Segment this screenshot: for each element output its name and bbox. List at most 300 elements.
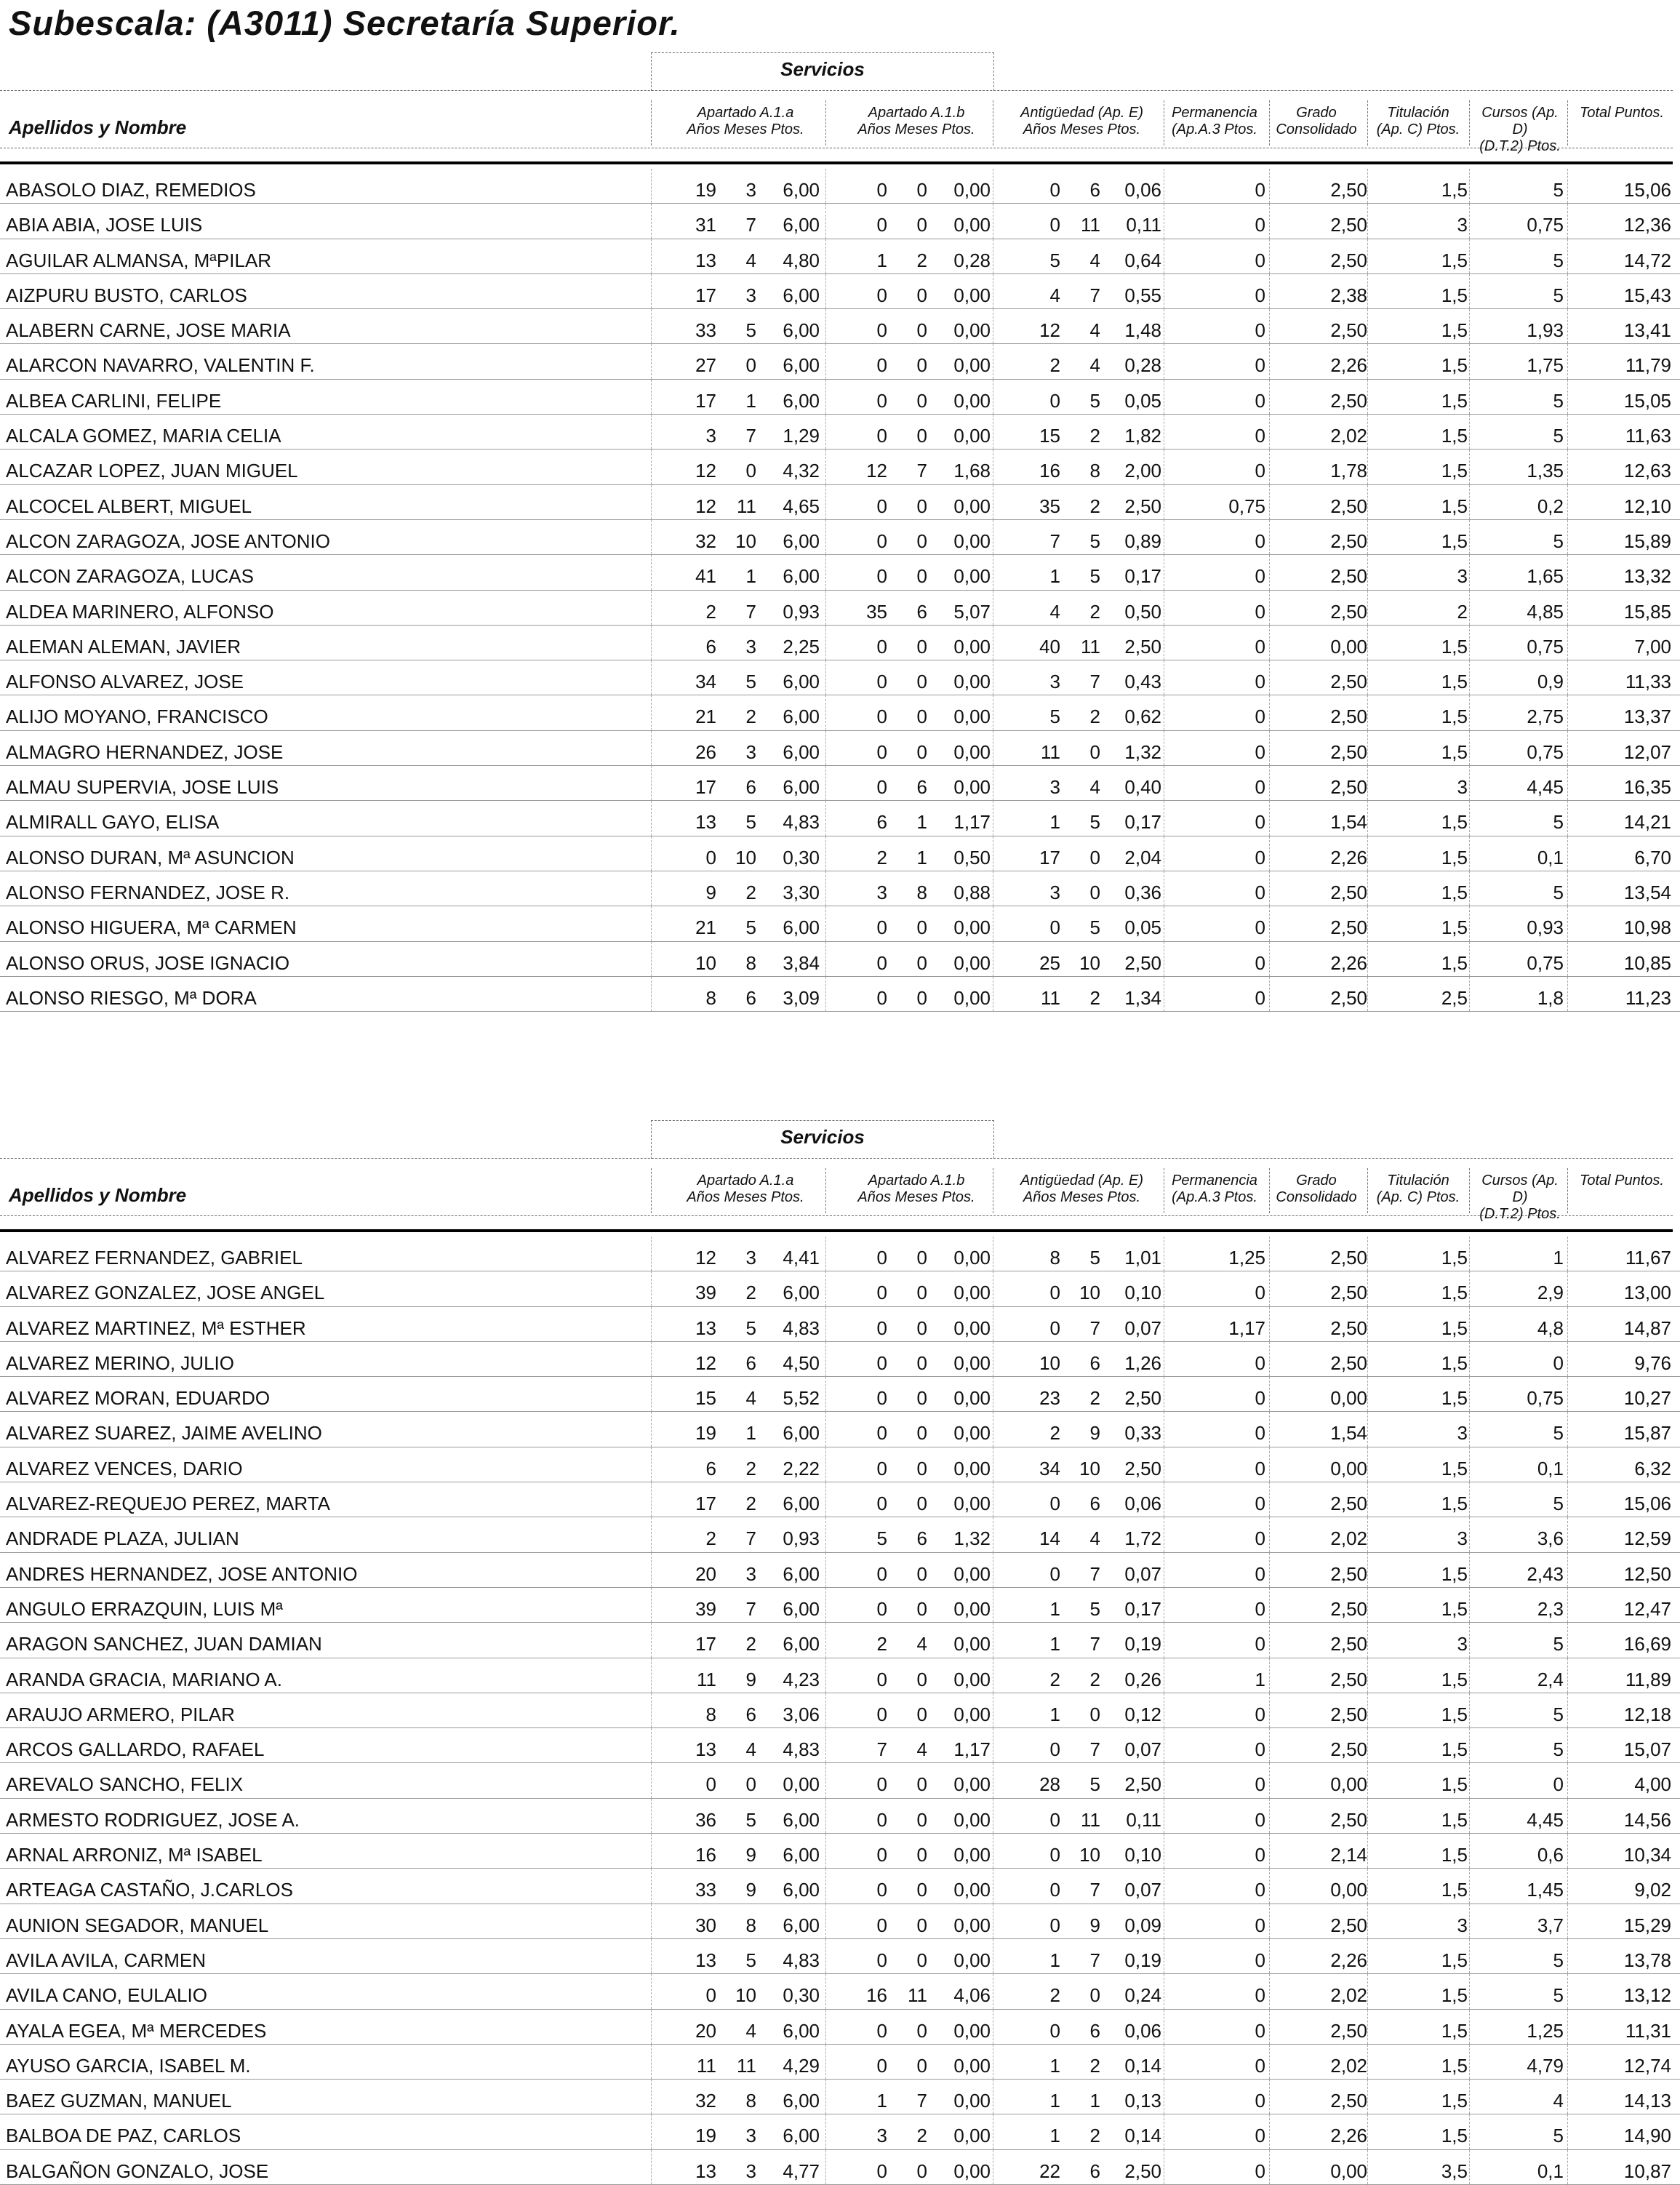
row-value: 0 (876, 1351, 887, 1374)
row-value: 0,00 (1330, 1879, 1367, 1901)
row-separator (1367, 1763, 1368, 1797)
row-value: 2,26 (1330, 1949, 1367, 1971)
row-value: 0 (1255, 1773, 1265, 1796)
header-apartado-a1b: Apartado A.1.b Años Meses Ptos. (857, 105, 975, 137)
header-servicios: Servicios (651, 52, 994, 91)
row-value: 0,14 (1124, 2125, 1161, 2147)
row-separator (1567, 626, 1568, 660)
row-value: 0,05 (1124, 389, 1161, 412)
row-value: 2,50 (1330, 1914, 1367, 1936)
row-separator (651, 1307, 652, 1341)
row-value: 6 (1089, 179, 1100, 201)
row-value: 11 (1041, 986, 1060, 1009)
row-separator (651, 1869, 652, 1903)
row-value: 15 (1039, 425, 1060, 447)
row-separator (1469, 1974, 1470, 2008)
row-separator (1469, 2080, 1470, 2114)
row-value: 6,00 (783, 1914, 820, 1936)
row-separator (1269, 1271, 1270, 1306)
row-separator (1469, 485, 1470, 519)
row-value: 4,32 (783, 460, 820, 482)
row-value: 2 (745, 706, 756, 728)
row-value: 0 (876, 565, 887, 588)
table-header (0, 52, 1680, 169)
row-value: 4,83 (783, 1738, 820, 1761)
row-value: 13,78 (1623, 1949, 1671, 1971)
row-value: 2 (1457, 600, 1468, 623)
row-value: 2,50 (1330, 1808, 1367, 1831)
table-row (0, 695, 1680, 730)
row-value: 0 (1255, 354, 1265, 377)
row-value: 2,50 (1330, 2019, 1367, 2042)
row-separator (1567, 1271, 1568, 1306)
row-separator (1567, 344, 1568, 378)
row-value: 5 (1553, 1422, 1564, 1445)
row-value: 0,17 (1124, 1597, 1161, 1620)
header-permanencia: Permanencia (Ap.A.3 Ptos. (1172, 105, 1257, 137)
row-value: 6,00 (783, 389, 820, 412)
row-value: 41 (695, 565, 716, 588)
row-separator (1567, 1517, 1568, 1551)
row-value: 0,00 (953, 1493, 991, 1515)
row-name: AVILA CANO, EULALIO (6, 1984, 207, 2007)
row-value: 0,75 (1527, 1387, 1564, 1410)
row-separator (1469, 239, 1470, 273)
row-separator (1367, 450, 1368, 484)
row-separator (1269, 1482, 1270, 1517)
row-value: 1,54 (1330, 1422, 1367, 1445)
row-value: 1,68 (953, 460, 991, 482)
row-separator (1367, 1869, 1368, 1903)
row-separator (825, 766, 826, 800)
row-value: 7 (1049, 530, 1060, 552)
row-value: 1 (1049, 811, 1060, 834)
row-name: ANGULO ERRAZQUIN, LUIS Mª (6, 1597, 283, 1620)
row-value: 1,5 (1441, 1562, 1468, 1585)
row-separator (825, 731, 826, 765)
row-separator (1269, 1447, 1270, 1482)
row-value: 9 (745, 1844, 756, 1866)
row-value: 0 (1255, 1493, 1265, 1515)
row-value: 16,35 (1623, 776, 1671, 799)
table-row (0, 1974, 1680, 2009)
table-row (0, 766, 1680, 801)
row-value: 0 (916, 565, 927, 588)
table-row (0, 1763, 1680, 1798)
row-separator (1367, 2150, 1368, 2184)
row-separator (1567, 1623, 1568, 1657)
row-value: 1,5 (1441, 740, 1468, 763)
row-value: 1,45 (1527, 1879, 1564, 1901)
row-value: 1,29 (783, 425, 820, 447)
row-value: 33 (695, 1879, 716, 1901)
row-value: 5 (1553, 425, 1564, 447)
row-value: 0,55 (1124, 284, 1161, 306)
row-separator (1269, 2010, 1270, 2044)
row-separator (825, 1553, 826, 1587)
row-value: 1,5 (1441, 1879, 1468, 1901)
row-value: 1,5 (1441, 2019, 1468, 2042)
row-value: 2 (1089, 706, 1100, 728)
row-separator (825, 2114, 826, 2149)
row-value: 0 (1255, 846, 1265, 868)
row-value: 0,00 (953, 1879, 991, 1901)
row-value: 0 (1255, 1703, 1265, 1725)
row-separator (1567, 1869, 1568, 1903)
row-value: 0 (1089, 1984, 1100, 2007)
row-value: 0 (876, 740, 887, 763)
row-value: 0,00 (953, 495, 991, 517)
row-value: 4 (745, 2019, 756, 2042)
row-value: 19 (695, 2125, 716, 2147)
table-row (0, 239, 1680, 274)
row-value: 6 (1089, 1351, 1100, 1374)
header-separator (1367, 1168, 1368, 1213)
table-row (0, 1799, 1680, 1834)
row-separator (1469, 1939, 1470, 1973)
row-value: 15,29 (1623, 1914, 1671, 1936)
row-name: ALBEA CARLINI, FELIPE (6, 389, 222, 412)
row-value: 0,11 (1126, 1808, 1161, 1831)
row-separator (651, 1939, 652, 1973)
row-value: 39 (695, 1282, 716, 1304)
table-row (0, 274, 1680, 309)
row-separator (1469, 1588, 1470, 1622)
row-value: 0,24 (1124, 1984, 1161, 2007)
row-value: 11 (697, 2054, 716, 2077)
row-value: 0 (1089, 1703, 1100, 1725)
row-value: 0 (1255, 1562, 1265, 1585)
row-value: 1,5 (1441, 495, 1468, 517)
row-separator (651, 871, 652, 906)
row-separator (1367, 801, 1368, 835)
row-value: 10 (1079, 1282, 1100, 1304)
row-separator (1269, 1799, 1270, 1833)
row-value: 0 (1255, 1984, 1265, 2007)
row-separator (1469, 1553, 1470, 1587)
row-value: 5 (1553, 179, 1564, 201)
row-value: 0 (1049, 1493, 1060, 1515)
row-value: 14,87 (1623, 1317, 1671, 1339)
row-value: 34 (695, 671, 716, 693)
row-separator (1269, 2080, 1270, 2114)
row-separator (825, 2010, 826, 2044)
row-separator (1367, 766, 1368, 800)
row-separator (1469, 1728, 1470, 1762)
row-value: 0,1 (1537, 2160, 1564, 2182)
row-value: 0,00 (953, 1844, 991, 1866)
row-name: ARAUJO ARMERO, PILAR (6, 1703, 235, 1725)
row-name: AYUSO GARCIA, ISABEL M. (6, 2054, 251, 2077)
row-separator (825, 2080, 826, 2114)
row-value: 30 (695, 1914, 716, 1936)
row-value: 4 (1553, 2090, 1564, 2112)
row-value: 1,5 (1441, 249, 1468, 271)
row-value: 2,26 (1330, 846, 1367, 868)
row-value: 14,21 (1623, 811, 1671, 834)
row-value: 1 (1049, 2054, 1060, 2077)
table-row (0, 836, 1680, 871)
row-value: 1,5 (1441, 2054, 1468, 2077)
row-value: 0,00 (953, 1422, 991, 1445)
row-value: 0,00 (953, 284, 991, 306)
row-name: ALEMAN ALEMAN, JAVIER (6, 635, 241, 658)
row-separator (1367, 2114, 1368, 2149)
row-value: 4,85 (1527, 600, 1564, 623)
row-value: 4 (1089, 319, 1100, 342)
row-value: 1 (745, 565, 756, 588)
row-separator (651, 380, 652, 414)
row-value: 2 (876, 1633, 887, 1655)
row-value: 2,00 (1124, 460, 1161, 482)
row-value: 2 (916, 2125, 927, 2147)
row-name: ALONSO ORUS, JOSE IGNACIO (6, 951, 290, 974)
row-value: 1,17 (953, 811, 991, 834)
row-value: 2,50 (1330, 740, 1367, 763)
header-separator (1567, 1168, 1568, 1213)
row-separator (651, 450, 652, 484)
row-separator (1469, 1763, 1470, 1797)
row-value: 4,50 (783, 1351, 820, 1374)
row-separator (651, 1482, 652, 1517)
row-value: 2 (916, 249, 927, 271)
row-value: 0 (1255, 2019, 1265, 2042)
row-separator (1469, 1482, 1470, 1517)
row-value: 0,00 (953, 776, 991, 799)
row-value: 2,50 (1330, 179, 1367, 201)
row-value: 3 (745, 2160, 756, 2182)
row-value: 0 (1255, 1738, 1265, 1761)
row-separator (1367, 2045, 1368, 2079)
row-value: 7 (745, 600, 756, 623)
row-value: 0,00 (953, 1562, 991, 1585)
row-value: 2,50 (1330, 881, 1367, 903)
row-value: 13,54 (1623, 881, 1671, 903)
row-value: 2,50 (1330, 671, 1367, 693)
row-value: 0,00 (953, 1457, 991, 1479)
row-value: 2,50 (1124, 1773, 1161, 1796)
row-value: 23 (1039, 1387, 1060, 1410)
row-value: 0,75 (1228, 495, 1265, 517)
row-value: 3 (1457, 1527, 1468, 1550)
row-separator (825, 1271, 826, 1306)
row-value: 13,00 (1623, 1282, 1671, 1304)
row-separator (1269, 695, 1270, 730)
row-value: 27 (695, 354, 716, 377)
row-value: 7 (745, 214, 756, 236)
row-value: 0 (916, 1703, 927, 1725)
row-value: 0,00 (953, 986, 991, 1009)
row-value: 16 (695, 1844, 716, 1866)
row-separator (1567, 380, 1568, 414)
row-separator (825, 660, 826, 695)
row-value: 28 (1039, 1773, 1060, 1796)
row-value: 1,25 (1228, 1247, 1265, 1269)
row-value: 0,75 (1527, 635, 1564, 658)
row-separator (1367, 204, 1368, 238)
row-separator (1567, 1588, 1568, 1622)
row-value: 0,00 (953, 1633, 991, 1655)
row-value: 2,26 (1330, 951, 1367, 974)
row-separator (1567, 660, 1568, 695)
row-value: 0 (916, 1879, 927, 1901)
row-value: 5 (1553, 881, 1564, 903)
row-value: 0 (876, 1914, 887, 1936)
row-value: 14,90 (1623, 2125, 1671, 2147)
row-value: 2,50 (1330, 1562, 1367, 1585)
row-separator (651, 555, 652, 589)
row-value: 1,5 (1441, 916, 1468, 939)
row-separator (651, 660, 652, 695)
row-value: 0,50 (953, 846, 991, 868)
row-separator (825, 1904, 826, 1938)
row-value: 0 (1255, 1879, 1265, 1901)
row-separator (651, 1447, 652, 1482)
row-separator (825, 1658, 826, 1693)
table-row (0, 485, 1680, 520)
row-value: 1 (745, 389, 756, 412)
row-value: 4 (1089, 354, 1100, 377)
row-value: 2,50 (1330, 1493, 1367, 1515)
row-value: 6,00 (783, 179, 820, 201)
row-separator (1269, 1728, 1270, 1762)
header-separator (651, 100, 652, 145)
header-grado: Grado Consolidado (1276, 1173, 1357, 1205)
row-value: 6,00 (783, 1844, 820, 1866)
row-value: 35 (866, 600, 887, 623)
row-value: 6,00 (783, 916, 820, 939)
row-value: 0 (876, 354, 887, 377)
row-value: 39 (695, 1597, 716, 1620)
row-separator (1367, 1834, 1368, 1868)
row-separator (1367, 1271, 1368, 1306)
row-value: 2,50 (1330, 389, 1367, 412)
row-value: 0 (1255, 2090, 1265, 2112)
row-value: 0,00 (953, 1282, 991, 1304)
row-separator (1567, 239, 1568, 273)
row-value: 4,83 (783, 811, 820, 834)
row-value: 6 (745, 1351, 756, 1374)
row-value: 2,50 (1330, 1247, 1367, 1269)
row-value: 0,93 (783, 600, 820, 623)
row-value: 1,5 (1441, 1844, 1468, 1866)
row-value: 0,00 (953, 951, 991, 974)
row-value: 0 (916, 986, 927, 1009)
header-permanencia: Permanencia (Ap.A.3 Ptos. (1172, 1173, 1257, 1205)
row-value: 6 (916, 776, 927, 799)
row-name: ALABERN CARNE, JOSE MARIA (6, 319, 291, 342)
row-value: 2,50 (1330, 1633, 1367, 1655)
table-row (0, 309, 1680, 344)
row-value: 2,4 (1537, 1668, 1564, 1690)
row-value: 3,7 (1537, 1914, 1564, 1936)
row-value: 20 (695, 1562, 716, 1585)
row-value: 3 (1457, 1422, 1468, 1445)
header-separator (1567, 100, 1568, 145)
row-value: 10,87 (1623, 2160, 1671, 2182)
row-value: 0,00 (953, 389, 991, 412)
row-value: 4 (745, 1738, 756, 1761)
row-value: 8 (705, 986, 716, 1009)
row-separator (651, 1728, 652, 1762)
row-value: 1 (1255, 1668, 1265, 1690)
row-value: 6 (745, 1703, 756, 1725)
row-value: 14 (1039, 1527, 1060, 1550)
table-section-1 (0, 52, 1680, 1012)
row-separator (1367, 1623, 1368, 1657)
row-name: ALVAREZ MORAN, EDUARDO (6, 1387, 271, 1410)
row-separator (1567, 906, 1568, 940)
row-value: 1,5 (1441, 460, 1468, 482)
row-separator (1469, 1693, 1470, 1727)
row-value: 34 (1039, 1457, 1060, 1479)
row-value: 5 (745, 671, 756, 693)
row-name: ALVAREZ SUAREZ, JAIME AVELINO (6, 1422, 322, 1445)
row-separator (1269, 836, 1270, 871)
row-separator (1367, 309, 1368, 343)
row-value: 5 (1553, 530, 1564, 552)
row-value: 0 (745, 354, 756, 377)
row-value: 5 (1553, 2125, 1564, 2147)
row-value: 0,17 (1124, 565, 1161, 588)
row-value: 1,5 (1441, 1949, 1468, 1971)
row-separator (1567, 2045, 1568, 2079)
row-value: 0,11 (1126, 214, 1161, 236)
row-value: 1 (1049, 565, 1060, 588)
row-value: 2 (1089, 1668, 1100, 1690)
row-value: 0 (1255, 1422, 1265, 1445)
row-separator (1367, 660, 1368, 695)
table-row (0, 380, 1680, 415)
row-separator (651, 906, 652, 940)
row-value: 12,47 (1623, 1597, 1671, 1620)
row-value: 0 (1255, 530, 1265, 552)
row-separator (825, 1869, 826, 1903)
row-value: 17 (695, 1633, 716, 1655)
row-separator (651, 169, 652, 203)
row-separator (651, 695, 652, 730)
row-value: 0,12 (1124, 1703, 1161, 1725)
header-total: Total Puntos. (1579, 105, 1664, 121)
row-separator (1567, 591, 1568, 625)
row-value: 2,5 (1441, 986, 1468, 1009)
table-row (0, 1834, 1680, 1869)
row-value: 0 (916, 951, 927, 974)
row-separator (1567, 1763, 1568, 1797)
row-separator (1367, 415, 1368, 449)
header-apartado-a1a: Apartado A.1.a Años Meses Ptos. (687, 105, 804, 137)
row-value: 13 (695, 811, 716, 834)
row-value: 13,37 (1623, 706, 1671, 728)
row-value: 5 (1089, 565, 1100, 588)
row-separator (825, 1237, 826, 1271)
row-value: 13 (695, 1949, 716, 1971)
row-value: 7 (1089, 1633, 1100, 1655)
row-separator (825, 942, 826, 976)
row-value: 1,5 (1441, 1773, 1468, 1796)
row-separator (1567, 274, 1568, 308)
row-value: 2 (1049, 1422, 1060, 1445)
row-value: 0 (876, 389, 887, 412)
row-value: 6 (1089, 2019, 1100, 2042)
row-name: ARTEAGA CASTAÑO, J.CARLOS (6, 1879, 293, 1901)
row-value: 0,00 (1330, 1457, 1367, 1479)
row-value: 6,00 (783, 530, 820, 552)
row-value: 1,5 (1441, 530, 1468, 552)
row-separator (651, 942, 652, 976)
row-value: 1,5 (1441, 1984, 1468, 2007)
header-separator (825, 1168, 826, 1213)
